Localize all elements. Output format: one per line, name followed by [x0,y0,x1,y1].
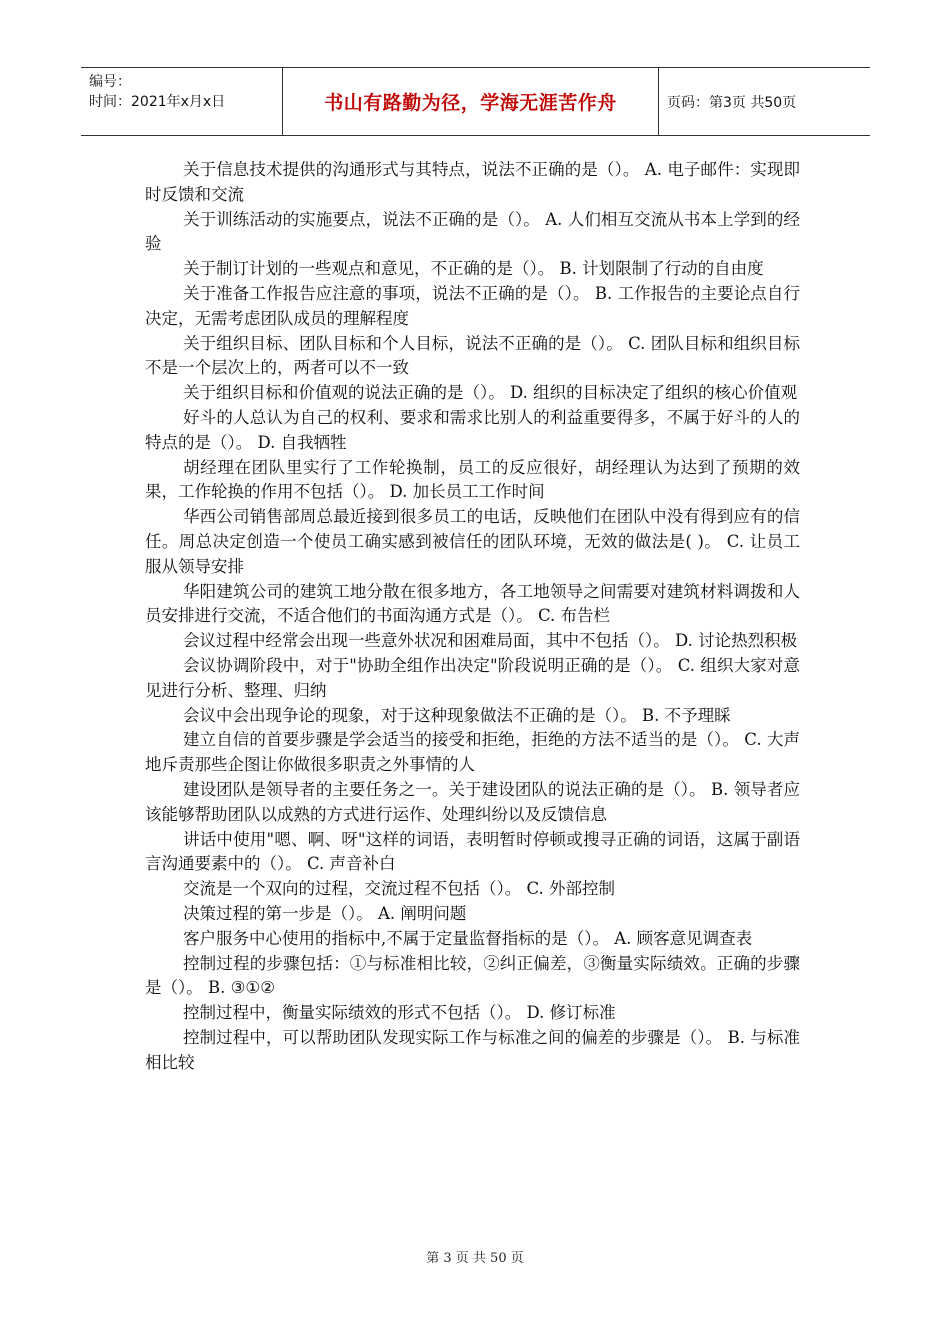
header-page-cell [659,68,870,135]
question-paragraph: 关于信息技术提供的沟通形式与其特点，说法不正确的是（）。 A. 电子邮件：实现即时反馈和交流 [145,160,800,204]
document-number-label: 编号： [89,74,131,90]
header-meta-cell [81,68,283,135]
question-paragraph: 客户服务中心使用的指标中,不属于定量监督指标的是（）。 A. 顾客意见调查表 [183,928,753,948]
document-date: 时间：2021年x月x日 [89,94,226,110]
header-page-info: 页码：第3页 共50页 [667,94,797,111]
page-footer [0,1247,950,1266]
footer-page-number: 第 3 页 共 50 页 [426,1251,524,1266]
question-paragraph: 交流是一个双向的过程，交流过程不包括（）。 C. 外部控制 [183,879,616,899]
question-paragraph: 华阳建筑公司的建筑工地分散在很多地方，各工地领导之间需要对建筑材料调拨和人员安排进行交流，不适合他们的书面沟通方式是（）。 C. 布告栏 [145,581,800,626]
question-paragraph: 关于组织目标、团队目标和个人目标，说法不正确的是（）。 C. 团队目标和组织目标不是一个层次上的，两者可以不一致 [145,333,800,378]
question-paragraph: 会议协调阶段中，对于"协助全组作出决定"阶段说明正确的是（）。 C. 组织大家对意见进行分析、整理、归纳 [145,655,800,700]
question-paragraph: 关于准备工作报告应注意的事项，说法不正确的是（）。 B. 工作报告的主要论点自行决定，无需考虑团队成员的理解程度 [145,283,800,328]
question-paragraph: 控制过程的步骤包括：①与标准相比较，②纠正偏差，③衡量实际绩效。正确的步骤是（）。 B. ③①② [145,953,800,998]
question-paragraph: 关于组织目标和价值观的说法正确的是（）。 D. 组织的目标决定了组织的核心价值观 [183,383,798,403]
question-paragraph: 建立自信的首要步骤是学会适当的接受和拒绝，拒绝的方法不适当的是（）。 C. 大声地斥责那些企图让你做很多职责之外事情的人 [145,730,800,775]
question-paragraph: 会议中会出现争论的现象，对于这种现象做法不正确的是（）。 B. 不予理睬 [183,705,731,725]
question-paragraph: 控制过程中，可以帮助团队发现实际工作与标准之间的偏差的步骤是（）。 B. 与标准相比较 [145,1027,800,1072]
page-header [81,67,870,136]
question-paragraph: 会议过程中经常会出现一些意外状况和困难局面，其中不包括（）。 D. 讨论热烈积极 [183,631,798,651]
question-paragraph: 胡经理在团队里实行了工作轮换制，员工的反应很好，胡经理认为达到了预期的效果，工作轮换的作用不包括（）。 D. 加长员工工作时间 [145,457,800,502]
question-paragraph: 建设团队是领导者的主要任务之一。关于建设团队的说法正确的是（）。 B. 领导者应该能够帮助团队以成熟的方式进行运作、处理纠纷以及反馈信息 [145,779,800,824]
question-paragraph: 讲话中使用"嗯、啊、呀"这样的词语，表明暂时停顿或搜寻正确的词语，这属于副语言沟通要素中的（）。 C. 声音补白 [145,829,800,874]
question-paragraph: 关于训练活动的实施要点，说法不正确的是（）。 A. 人们相互交流从书本上学到的经验 [145,209,800,254]
question-paragraph: 关于制订计划的一些观点和意见，不正确的是（）。 B. 计划限制了行动的自由度 [183,259,764,279]
question-paragraph: 决策过程的第一步是（）。 A. 阐明问题 [183,903,467,923]
header-motto-cell [283,68,659,135]
question-paragraph: 华西公司销售部周总最近接到很多员工的电话，反映他们在团队中没有得到应有的信任。周总决定创造一个使员工确实感到被信任的团队环境，无效的做法是( )。 C. 让员工服从领导安排 [145,507,800,576]
question-paragraph: 控制过程中，衡量实际绩效的形式不包括（）。 D. 修订标准 [183,1003,616,1023]
document-body [145,158,800,1075]
header-motto: 书山有路勤为径，学海无涯苦作舟 [324,92,617,114]
question-paragraph: 好斗的人总认为自己的权利、要求和需求比别人的利益重要得多，不属于好斗的人的特点的是（）。 D. 自我牺牲 [145,407,800,452]
